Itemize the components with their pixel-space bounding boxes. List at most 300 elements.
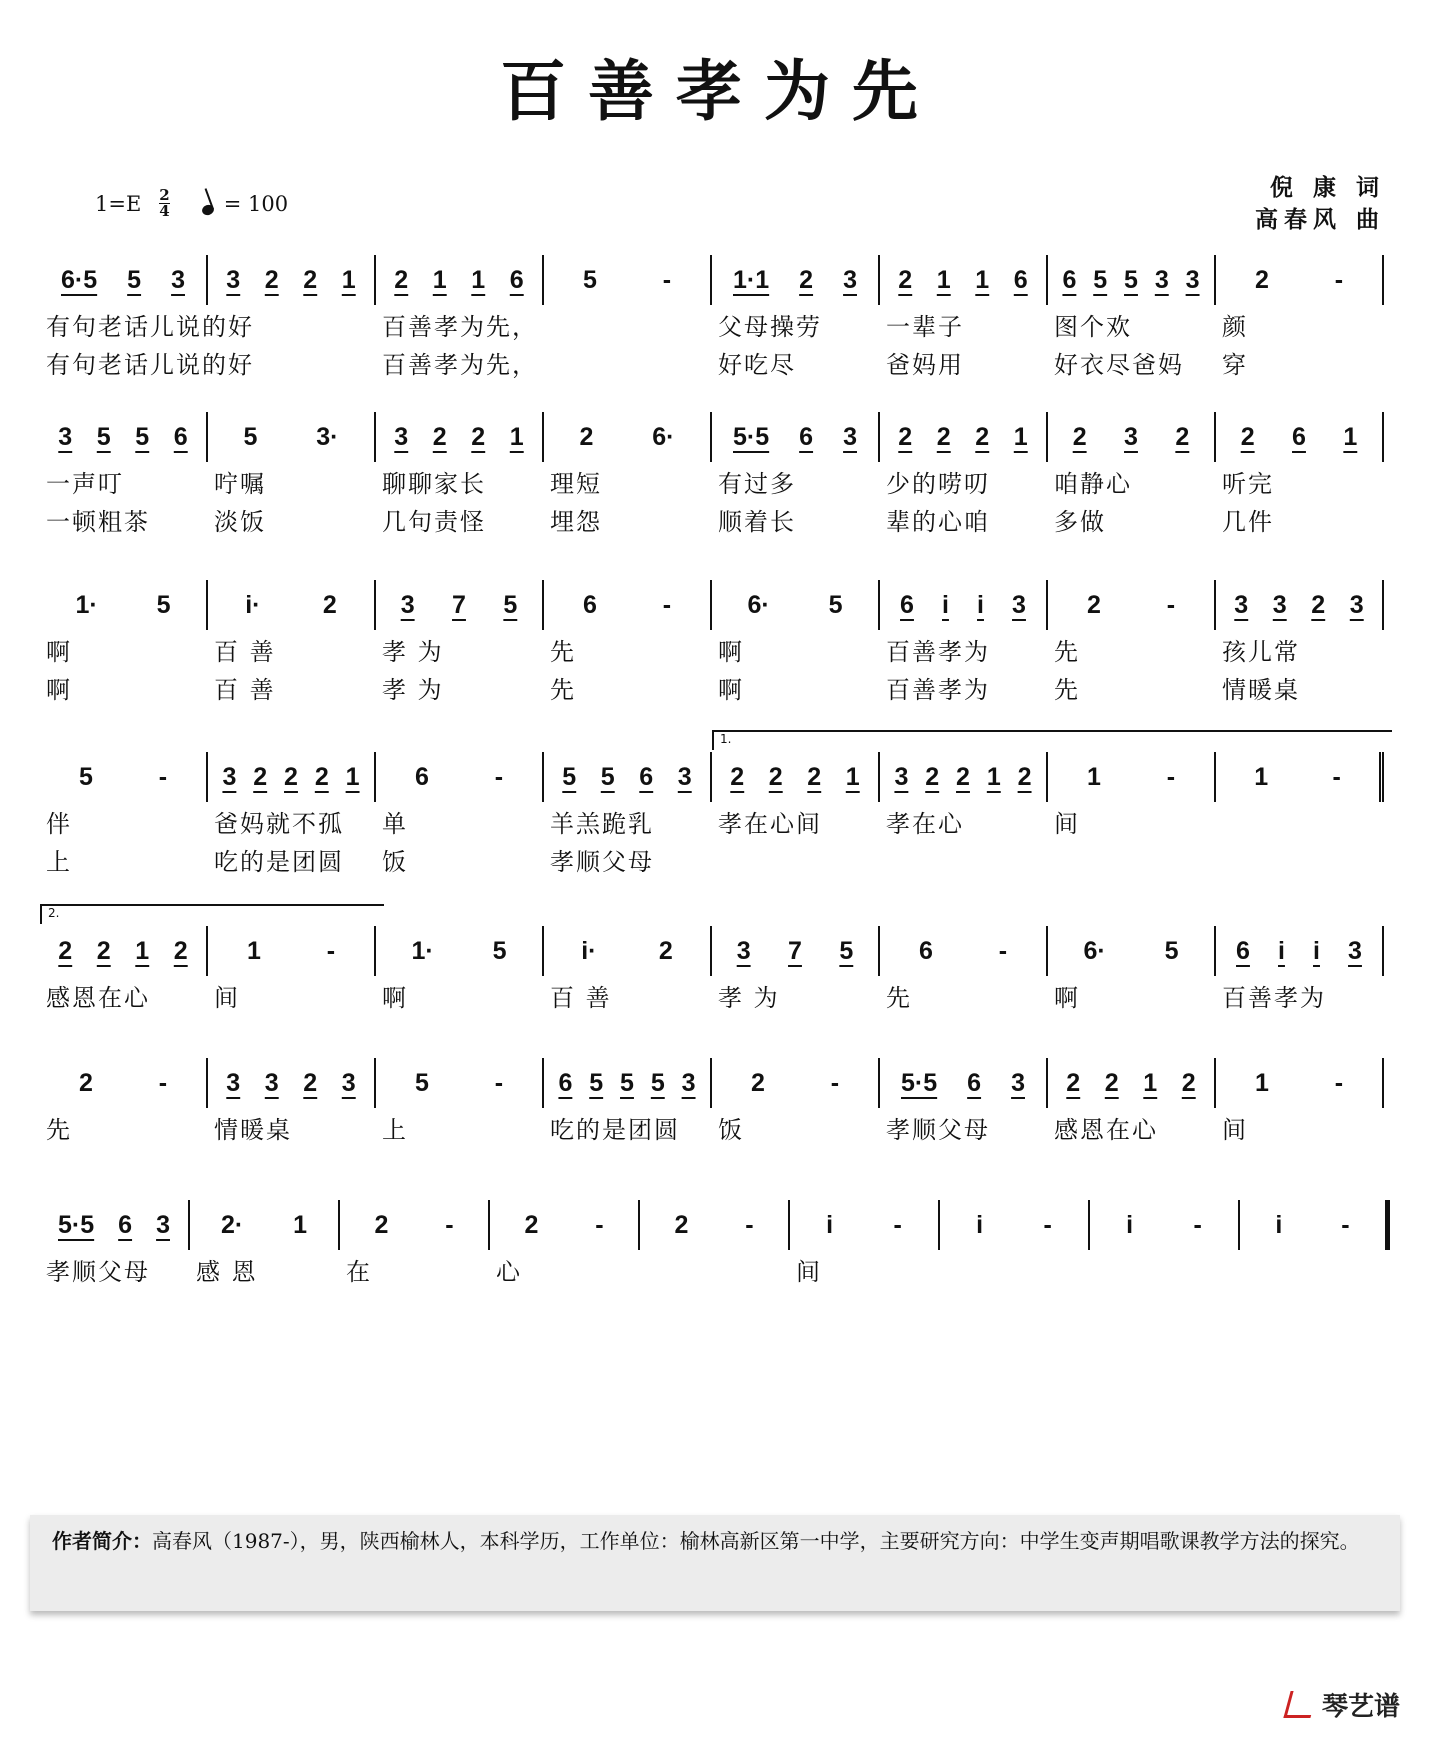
note: 2: [1104, 1068, 1119, 1097]
note: 2: [1240, 422, 1255, 451]
note: i: [976, 1210, 984, 1239]
measure: [1048, 926, 1216, 976]
lyric-cell: 先: [1054, 675, 1080, 704]
note: 6·: [652, 422, 675, 451]
note: 2: [925, 762, 940, 791]
lyric-cell: 穿: [1222, 350, 1248, 379]
note: 5: [414, 1068, 429, 1097]
measure: [880, 255, 1048, 305]
measure: [208, 926, 376, 976]
lyric-cell: 啊: [718, 637, 744, 666]
lyric-cell: 有句老话儿说的好: [46, 312, 254, 341]
note: -: [1193, 1210, 1202, 1239]
note: 1: [432, 265, 447, 294]
measure: [40, 926, 208, 976]
lyrics-row: [40, 1250, 1390, 1288]
note: i: [942, 590, 949, 619]
note: -: [326, 936, 336, 965]
note: 2: [1066, 1068, 1081, 1097]
note: 3: [681, 1068, 696, 1097]
note: 2: [956, 762, 970, 791]
bio-label: 作者简介：: [52, 1529, 152, 1553]
lyric-cell: 先: [886, 983, 912, 1012]
note: 3: [1012, 590, 1026, 619]
note: 5: [135, 422, 150, 451]
measure: [1216, 580, 1384, 630]
lyrics-row: [40, 305, 1390, 343]
note: i: [826, 1210, 834, 1239]
lyric-cell: 图个欢: [1054, 312, 1132, 341]
note: 3: [736, 936, 751, 965]
lyric-cell: 间: [1222, 1115, 1248, 1144]
measure: [376, 752, 544, 802]
note: 3: [1348, 936, 1362, 965]
notation-system: [40, 255, 1390, 381]
note: i: [1278, 936, 1285, 965]
note: 6·: [747, 590, 770, 619]
note: 3: [677, 762, 692, 791]
note: 1: [936, 265, 951, 294]
note: 2: [674, 1210, 689, 1239]
measure: [1216, 752, 1384, 802]
note: 2: [1254, 265, 1269, 294]
measure: [376, 255, 544, 305]
lyric-cell: 百善孝为: [886, 675, 990, 704]
note: 2: [78, 1068, 93, 1097]
note: 2: [975, 422, 990, 451]
note: -: [1334, 265, 1344, 294]
note: 5: [600, 762, 615, 791]
note: 3: [264, 1068, 279, 1097]
note: -: [494, 1068, 504, 1097]
staff-row: [40, 752, 1390, 802]
note: 3: [400, 590, 415, 619]
lyric-cell: 一顿粗茶: [46, 507, 150, 536]
lyric-cell: 间: [1054, 809, 1080, 838]
lyric-cell: 百善孝为: [1222, 983, 1326, 1012]
lyric-cell: 几句责怪: [382, 507, 486, 536]
measure: [712, 412, 880, 462]
author-bio: [30, 1515, 1400, 1611]
lyrics-row: [40, 462, 1390, 500]
measure: [376, 1058, 544, 1108]
lyric-cell: 啊: [1054, 983, 1080, 1012]
measure: [880, 926, 1048, 976]
note: 5: [650, 1068, 665, 1097]
lyric-cell: 吃的是团圆: [214, 847, 344, 876]
note: -: [998, 936, 1008, 965]
note: 6: [639, 762, 654, 791]
measure: [790, 1200, 940, 1250]
lyric-cell: 孝在心: [886, 809, 964, 838]
note: -: [158, 762, 168, 791]
note: 2: [303, 1068, 318, 1097]
time-top: 2: [159, 186, 170, 204]
measure: [880, 752, 1048, 802]
lyric-cell: 先: [46, 1115, 72, 1144]
note: 6: [1292, 422, 1306, 451]
note: 6·: [1083, 936, 1106, 965]
note: 5: [620, 1068, 634, 1097]
measure: [40, 1058, 208, 1108]
note: 3: [894, 762, 909, 791]
lyrics-row: [40, 630, 1390, 668]
note: 1: [1143, 1068, 1158, 1097]
note: 6: [582, 590, 597, 619]
key-signature: 1=E: [95, 191, 142, 216]
measure: [544, 926, 712, 976]
lyric-cell: 单: [382, 809, 408, 838]
measure: [1048, 752, 1216, 802]
logo-icon: [1283, 1691, 1317, 1718]
measure: [1048, 255, 1216, 305]
measure: [376, 412, 544, 462]
measure: [712, 1058, 880, 1108]
lyric-cell: 情暖桌: [1222, 675, 1300, 704]
note: 1: [845, 762, 860, 791]
note: 5: [562, 762, 577, 791]
note: 2: [898, 422, 913, 451]
note: 1: [1254, 762, 1269, 791]
lyric-cell: 先: [550, 675, 576, 704]
note: 2: [1175, 422, 1190, 451]
note: 2: [524, 1210, 539, 1239]
lyrics-row: [40, 1288, 1390, 1326]
note: 2: [471, 422, 486, 451]
lyric-cell: 啊: [46, 675, 72, 704]
note: i: [1126, 1210, 1134, 1239]
measure: [376, 580, 544, 630]
note: 2: [173, 936, 188, 965]
measure: [880, 580, 1048, 630]
lyric-cell: 心: [496, 1257, 522, 1286]
note: 3: [1185, 265, 1200, 294]
lyric-cell: 先: [1054, 637, 1080, 666]
note: 1: [135, 936, 150, 965]
lyric-cell: 孝 为: [382, 637, 444, 666]
note: 2: [1311, 590, 1326, 619]
note: 5: [1164, 936, 1179, 965]
measure: [40, 580, 208, 630]
lyrics-row: [40, 343, 1390, 381]
lyric-cell: 一辈子: [886, 312, 964, 341]
credits: [1255, 172, 1385, 236]
lyric-cell: 爸妈就不孤: [214, 809, 344, 838]
note: 5·5: [733, 422, 770, 451]
volta-label: 2.: [48, 906, 60, 920]
note: 3: [171, 265, 185, 294]
note: 2: [1181, 1068, 1196, 1097]
note: 6: [173, 422, 188, 451]
note: 2: [253, 762, 268, 791]
measure: [1216, 926, 1384, 976]
measure: [340, 1200, 490, 1250]
note: 3: [394, 422, 409, 451]
volta-label: 1.: [720, 732, 732, 746]
lyric-cell: 在: [346, 1257, 372, 1286]
lyric-cell: 理短: [550, 469, 602, 498]
measure: [208, 255, 376, 305]
note: 5: [492, 936, 507, 965]
measure: [1048, 412, 1216, 462]
note: 2: [750, 1068, 765, 1097]
note: 7: [452, 590, 466, 619]
note: i: [1275, 1210, 1283, 1239]
note: 6: [509, 265, 524, 294]
note: 6: [1062, 265, 1077, 294]
note: 6: [918, 936, 933, 965]
lyric-cell: 孝 为: [718, 983, 780, 1012]
note: 2: [730, 762, 745, 791]
note: 3: [222, 762, 237, 791]
note: 2: [322, 590, 337, 619]
measure: [1240, 1200, 1390, 1250]
note: 6·5: [61, 265, 98, 294]
measure: [1216, 1058, 1384, 1108]
note: 6: [799, 422, 814, 451]
lyric-cell: 饭: [718, 1115, 744, 1144]
lyric-cell: 先: [550, 637, 576, 666]
note: 5: [1093, 265, 1108, 294]
bio-text: 高春风（1987-），男，陕西榆林人，本科学历，工作单位：榆林高新区第一中学，主要研究方向：中学生变声期唱歌课教学方法的探究。: [152, 1529, 1360, 1553]
lyric-cell: 多做: [1054, 507, 1106, 536]
note: 1: [1086, 762, 1101, 791]
lyric-cell: 咛嘱: [214, 469, 266, 498]
notation-system: [40, 1058, 1390, 1184]
note: -: [445, 1210, 454, 1239]
note: 5: [839, 936, 854, 965]
staff-row: [40, 926, 1390, 976]
note: -: [595, 1210, 604, 1239]
lyric-cell: 上: [382, 1115, 408, 1144]
note: 6: [414, 762, 429, 791]
note: 1: [345, 762, 360, 791]
lyric-cell: 啊: [382, 983, 408, 1012]
volta-bracket: [712, 730, 1392, 750]
lyrics-row: [40, 500, 1390, 538]
measure: [40, 1200, 190, 1250]
note: 5·5: [901, 1068, 938, 1097]
lyric-cell: 孝顺父母: [46, 1257, 150, 1286]
note: -: [1332, 762, 1341, 791]
notation-system: [40, 1200, 1390, 1326]
measure: [1048, 1058, 1216, 1108]
note: -: [1043, 1210, 1052, 1239]
note: 1: [341, 265, 356, 294]
staff-row: [40, 1058, 1390, 1108]
quarter-note-icon: [200, 203, 215, 217]
note: 2: [1086, 590, 1101, 619]
note: 1·1: [733, 265, 770, 294]
note: 2: [374, 1210, 389, 1239]
lyric-cell: 饭: [382, 847, 408, 876]
note: 2: [432, 422, 447, 451]
note: 1: [1343, 422, 1358, 451]
note: 3: [843, 422, 857, 451]
note: 5·5: [58, 1210, 95, 1239]
note: 2: [579, 422, 594, 451]
measure: [490, 1200, 640, 1250]
lyric-cell: 羊羔跪乳: [550, 809, 654, 838]
measure: [712, 580, 880, 630]
lyric-cell: 一声叮: [46, 469, 124, 498]
measure: [544, 1058, 712, 1108]
lyric-cell: 聊聊家长: [382, 469, 486, 498]
lyric-cell: 孩儿常: [1222, 637, 1300, 666]
note: 6: [558, 1068, 573, 1097]
lyric-cell: 百 善: [550, 983, 612, 1012]
measure: [544, 255, 712, 305]
logo-text: 琴艺谱: [1321, 1692, 1400, 1722]
note: 2: [1017, 762, 1032, 791]
note: 3: [1124, 422, 1138, 451]
lyrics-row: [40, 1014, 1390, 1052]
measure: [208, 1058, 376, 1108]
note: 3: [156, 1210, 170, 1239]
lyrics-row: [40, 668, 1390, 706]
staff-row: [40, 1200, 1390, 1250]
note: 6: [118, 1210, 133, 1239]
note: 5: [503, 590, 518, 619]
lyric-cell: 顺着长: [718, 507, 796, 536]
note: 5: [96, 422, 111, 451]
measure: [544, 580, 712, 630]
measure: [712, 255, 880, 305]
note: i: [977, 590, 984, 619]
lyric-cell: 好衣尽爸妈: [1054, 350, 1184, 379]
note: 2: [284, 762, 298, 791]
measure: [1216, 255, 1384, 305]
notation-system: [40, 906, 1390, 1052]
measure: [940, 1200, 1090, 1250]
lyric-cell: 埋怨: [550, 507, 602, 536]
lyric-cell: 上: [46, 847, 72, 876]
note: -: [1166, 762, 1176, 791]
staff-row: [40, 580, 1390, 630]
lyric-cell: 父母操劳: [718, 312, 822, 341]
note: -: [893, 1210, 902, 1239]
measure: [190, 1200, 340, 1250]
lyric-cell: 好吃尽: [718, 350, 796, 379]
lyric-cell: 辈的心咱: [886, 507, 990, 536]
note: 5: [582, 265, 597, 294]
lyric-cell: 听完: [1222, 469, 1274, 498]
lyric-cell: 间: [214, 983, 240, 1012]
note: 3: [226, 265, 241, 294]
lyric-cell: 伴: [46, 809, 72, 838]
note: 3: [341, 1068, 356, 1097]
lyric-cell: 少的唠叨: [886, 469, 990, 498]
note: 2: [807, 762, 822, 791]
measure: [208, 412, 376, 462]
lyric-cell: 感 恩: [196, 1257, 258, 1286]
note: 2: [303, 265, 318, 294]
lyric-cell: 百善孝为先，: [382, 350, 538, 379]
note: 6: [967, 1068, 982, 1097]
note: -: [662, 590, 672, 619]
note: 1: [246, 936, 261, 965]
lyric-cell: 几件: [1222, 507, 1274, 536]
note: -: [745, 1210, 754, 1239]
lyric-cell: 孝顺父母: [550, 847, 654, 876]
note: i·: [581, 936, 597, 965]
note: i·: [245, 590, 261, 619]
note: 3·: [316, 422, 339, 451]
lyric-cell: 百 善: [214, 637, 276, 666]
lyric-cell: 百善孝为先，: [382, 312, 538, 341]
lyric-cell: 感恩在心: [46, 983, 150, 1012]
measure: [544, 412, 712, 462]
note: 1: [975, 265, 990, 294]
tempo-value: = 100: [223, 191, 289, 216]
lyricist: 倪 康 词: [1269, 175, 1385, 201]
note: 5: [78, 762, 93, 791]
measure: [640, 1200, 790, 1250]
note: 3: [1154, 265, 1169, 294]
note: 5: [828, 590, 843, 619]
note: 2: [314, 762, 329, 791]
time-bottom: 4: [159, 202, 170, 220]
composer: 高春风 曲: [1254, 207, 1385, 233]
note: 2: [1072, 422, 1087, 451]
tempo-key-info: [95, 188, 288, 219]
lyric-cell: 孝 为: [382, 675, 444, 704]
lyric-cell: 情暖桌: [214, 1115, 292, 1144]
note: 2: [58, 936, 73, 965]
lyrics-row: [40, 1146, 1390, 1184]
measure: [208, 752, 376, 802]
note: 1: [293, 1210, 308, 1239]
lyric-cell: 百善孝为: [886, 637, 990, 666]
note: 3: [1234, 590, 1249, 619]
volta-bracket: [40, 904, 384, 924]
page-title: 百善孝为先: [500, 52, 940, 130]
lyric-cell: 咱静心: [1054, 469, 1132, 498]
note: 2: [768, 762, 783, 791]
lyric-cell: 间: [796, 1257, 822, 1286]
lyrics-row: [40, 976, 1390, 1014]
note: 6: [1013, 265, 1028, 294]
lyric-cell: 啊: [718, 675, 744, 704]
lyrics-row: [40, 840, 1390, 878]
note: 2: [264, 265, 279, 294]
lyric-cell: 孝在心间: [718, 809, 822, 838]
note: 5: [1124, 265, 1138, 294]
notation-system: [40, 412, 1390, 538]
note: 1·: [411, 936, 434, 965]
note: -: [1341, 1210, 1350, 1239]
note: 3: [1349, 590, 1364, 619]
measure: [544, 752, 712, 802]
time-signature: [159, 188, 169, 219]
note: 2·: [220, 1210, 244, 1239]
note: 1: [471, 265, 486, 294]
note: 1: [986, 762, 1001, 791]
lyric-cell: 有句老话儿说的好: [46, 350, 254, 379]
site-logo: [1287, 1686, 1400, 1723]
lyrics-row: [40, 1108, 1390, 1146]
measure: [40, 412, 208, 462]
note: 1: [1254, 1068, 1269, 1097]
note: 6: [900, 590, 914, 619]
note: -: [1334, 1068, 1344, 1097]
note: 1: [1013, 422, 1028, 451]
measure: [40, 752, 208, 802]
measure: [376, 926, 544, 976]
note: 5: [156, 590, 171, 619]
note: 3: [226, 1068, 241, 1097]
note: 3: [843, 265, 857, 294]
